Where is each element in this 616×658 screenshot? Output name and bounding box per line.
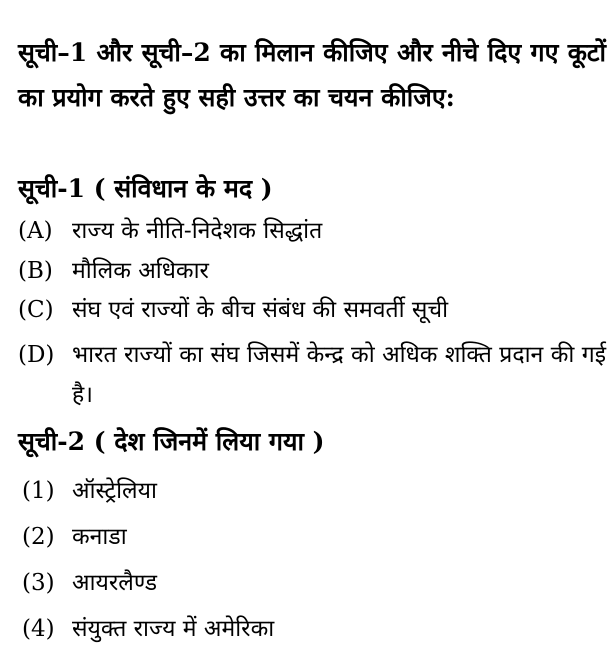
list1-item-text: संघ एवं राज्यों के बीच संबंध की समवर्ती सूची [72, 297, 449, 323]
list1-item-label: (A) [18, 218, 53, 244]
list2-item-label: (1) [22, 478, 55, 504]
list1-item-b [18, 251, 606, 291]
list1-item-label: (B) [18, 258, 53, 284]
list2-item-text: आयरलैण्ड [72, 570, 158, 596]
list1-item-label: (C) [18, 297, 54, 323]
list1-item-a [18, 211, 606, 251]
list1-item-c [18, 290, 606, 330]
list1-item-d [18, 335, 606, 415]
list2-item-label: (4) [22, 616, 55, 642]
list2-item-label: (3) [22, 570, 55, 596]
list2-item-2 [22, 517, 602, 557]
list2-item-3 [22, 563, 602, 603]
list1-item-label: (D) [18, 342, 55, 368]
list2-item-text: कनाडा [72, 524, 127, 550]
list1-item-text: मौलिक अधिकार [72, 258, 209, 284]
list2-item-4 [22, 609, 602, 649]
list2-item-1 [22, 471, 602, 511]
list2-heading: सूची-2 ( देश जिनमें लिया गया ) [18, 427, 325, 456]
list2-item-text: ऑस्ट्रेलिया [72, 478, 157, 504]
list1-heading: सूची-1 ( संविधान के मद ) [18, 174, 273, 203]
list2-item-text: संयुक्त राज्य में अमेरिका [72, 616, 275, 642]
question-text: सूची–1 और सूची–2 का मिलान कीजिए और नीचे दिए गए कूटों का प्रयोग करते हुए सही उत्तर का चयन कीजिए: [18, 38, 606, 112]
list1-item-text: भारत राज्यों का संघ जिसमें केन्द्र को अधिक शक्ति प्रदान की गई है। [72, 342, 606, 408]
list2-item-label: (2) [22, 524, 55, 550]
list1-item-text: राज्य के नीति-निदेशक सिद्धांत [72, 218, 323, 244]
